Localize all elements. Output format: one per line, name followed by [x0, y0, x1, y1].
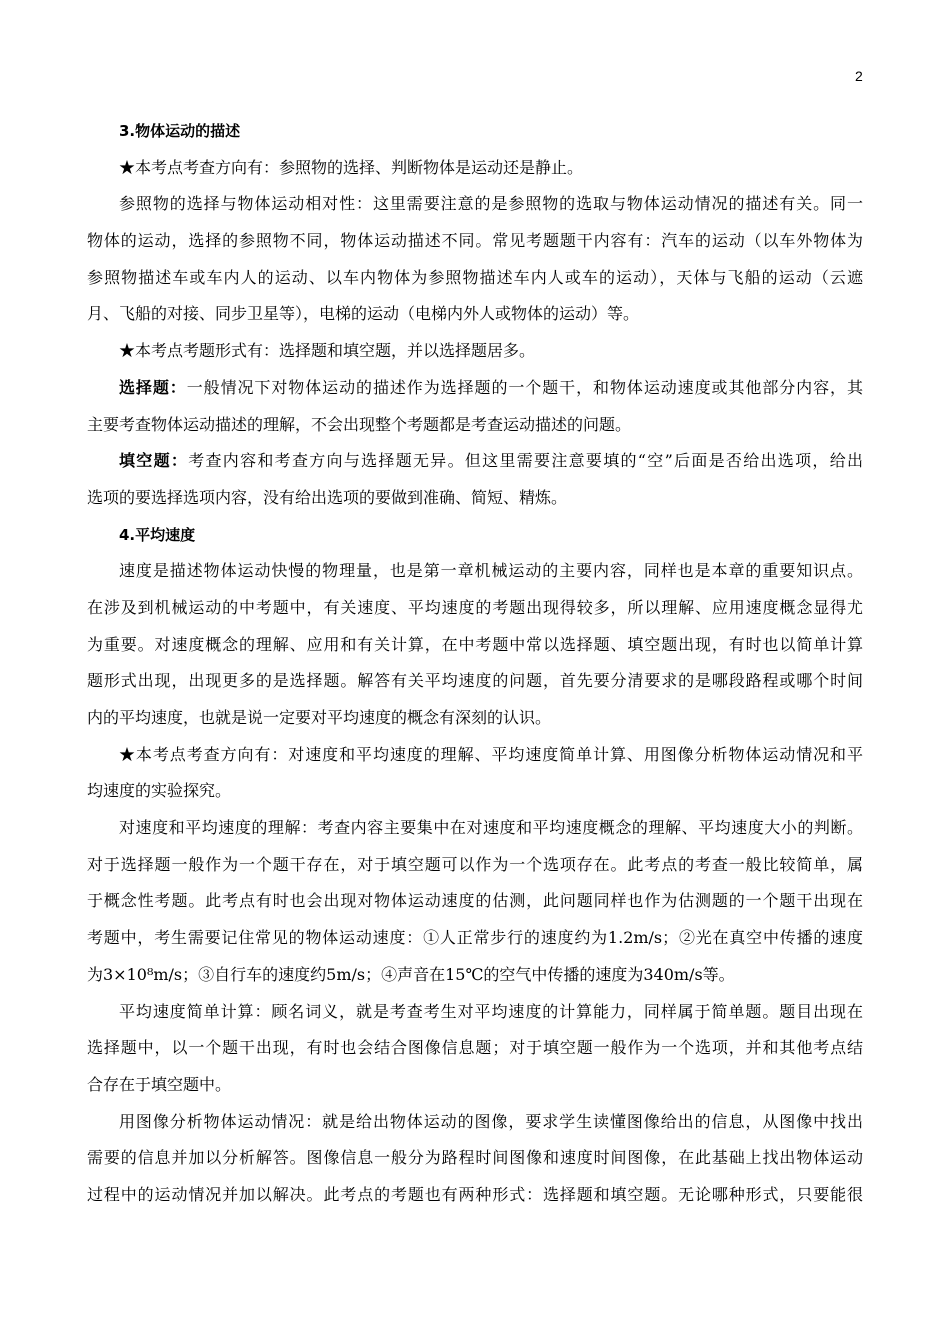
- paragraph-line: ★本考点考题形式有：选择题和填空题，并以选择题居多。: [119, 341, 536, 361]
- paragraph-line: 主要考查物体运动描述的理解，不会出现整个考题都是考查运动描述的问题。: [87, 414, 632, 434]
- paragraph-line: [87, 443, 863, 480]
- term-label: 选择题：: [119, 377, 187, 397]
- paragraph-line: 在涉及到机械运动的中考题中，有关速度、平均速度的考题出现得较多，所以理解、应用速度概念显得尤: [87, 597, 863, 617]
- paragraph-line: ★本考点考查方向有：对速度和平均速度的理解、平均速度简单计算、用图像分析物体运动情况和平: [119, 744, 863, 764]
- section-heading: 4.平均速度: [119, 525, 196, 544]
- paragraph-line: 用图像分析物体运动情况：就是给出物体运动的图像，要求学生读懂图像给出的信息，从图像中找出: [119, 1111, 863, 1131]
- paragraph-line: 考题中，考生需要记住常见的物体运动速度：①人正常步行的速度约为1.2m/s；②光在真空中传播的速度: [87, 928, 863, 948]
- paragraph-line: 参照物描述车或车内人的运动、以车内物体为参照物描述车内人或车的运动），天体与飞船的运动（云遮: [87, 267, 863, 287]
- paragraph-line: 题形式出现，出现更多的是选择题。解答有关平均速度的问题，首先要分清要求的是哪段路程或哪个时间: [87, 671, 863, 691]
- paragraph-line: 对于选择题一般作为一个题干存在，对于填空题可以作为一个选项存在。此考点的考查一般比较简单，属: [87, 854, 863, 874]
- paragraph-line: 选项的要选择选项内容，没有给出选项的要做到准确、简短、精炼。: [87, 487, 568, 507]
- paragraph-line: 过程中的运动情况并加以解决。此考点的考题也有两种形式：选择题和填空题。无论哪种形式，只要能很: [87, 1184, 863, 1204]
- paragraph-text: 一般情况下对物体运动的描述作为选择题的一个题干，和物体运动速度或其他部分内容，其: [186, 377, 863, 397]
- paragraph-line: 内的平均速度，也就是说一定要对平均速度的概念有深刻的认识。: [87, 708, 552, 727]
- paragraph-line: 于概念性考题。此考点有时也会出现对物体运动速度的估测，此问题同样也作为估测题的一个题干出现在: [87, 891, 863, 911]
- paragraph-line: ★本考点考查方向有：参照物的选择、判断物体是运动还是静止。: [119, 157, 584, 177]
- document-body: [87, 113, 863, 1214]
- paragraph-line: 均速度的实验探究。: [87, 781, 232, 801]
- paragraph-line: 合存在于填空题中。: [87, 1074, 232, 1094]
- paragraph-line: [87, 370, 863, 407]
- paragraph-line: 物体的运动，选择的参照物不同，物体运动描述不同。常见考题题干内容有：汽车的运动（以车外物体为: [87, 231, 863, 251]
- paragraph-line: 需要的信息并加以分析解答。图像信息一般分为路程时间图像和速度时间图像，在此基础上找出物体运动: [87, 1148, 863, 1168]
- term-label: 填空题：: [119, 451, 189, 471]
- paragraph-line: 对速度和平均速度的理解：考查内容主要集中在对速度和平均速度概念的理解、平均速度大小的判断。: [119, 818, 863, 838]
- paragraph-line: 月、飞船的对接、同步卫星等），电梯的运动（电梯内外人或物体的运动）等。: [87, 304, 640, 324]
- section-heading: 3.物体运动的描述: [119, 122, 241, 140]
- paragraph-line: 选择题中，以一个题干出现，有时也会结合图像信息题；对于填空题一般作为一个选项，并和其他考点结: [87, 1038, 863, 1058]
- paragraph-line: 参照物的选择与物体运动相对性：这里需要注意的是参照物的选取与物体运动情况的描述有关。同一: [119, 194, 863, 214]
- paragraph-line: 平均速度简单计算：顾名词义，就是考查考生对平均速度的计算能力，同样属于简单题。题目出现在: [119, 1001, 863, 1021]
- page-number: 2: [855, 68, 863, 84]
- paragraph-line: 速度是描述物体运动快慢的物理量，也是第一章机械运动的主要内容，同样也是本章的重要知识点。: [119, 561, 863, 581]
- paragraph-line: 为3×10⁸m/s；③自行车的速度约5m/s；④声音在15℃的空气中传播的速度为340m/s等。: [87, 964, 735, 984]
- paragraph-text: 考查内容和考查方向与选择题无异。但这里需要注意要填的“空”后面是否给出选项，给出: [188, 451, 863, 471]
- paragraph-line: 为重要。对速度概念的理解、应用和有关计算，在中考题中常以选择题、填空题出现，有时也以简单计算: [87, 634, 863, 654]
